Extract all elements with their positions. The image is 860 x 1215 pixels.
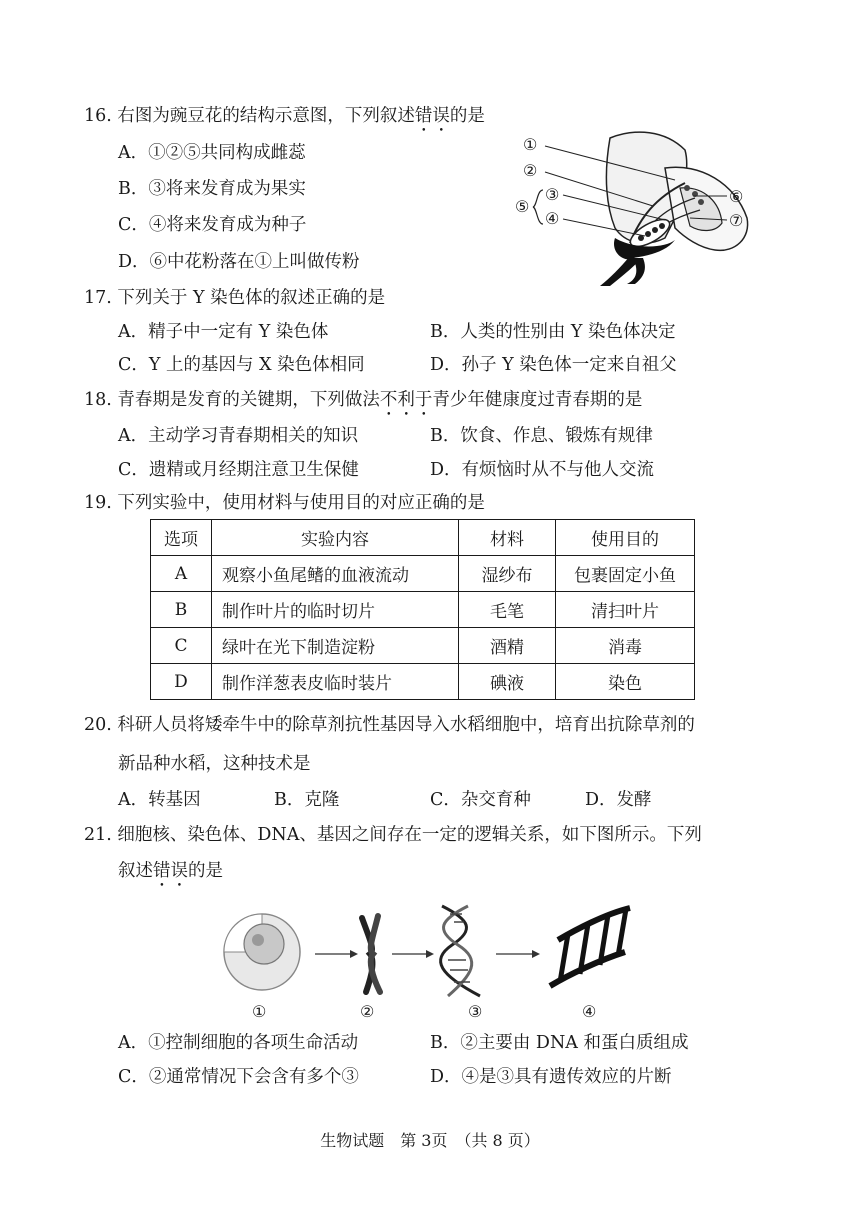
q16-stem: 16. 右图为豌豆花的结构示意图，下列叙述错误的是 (84, 106, 485, 126)
table-cell: 包裹固定小鱼 (556, 556, 695, 592)
table-cell: 绿叶在光下制造淀粉 (212, 628, 459, 664)
q18-option-b: B．饮食、作息、锻炼有规律 (430, 426, 653, 446)
table-cell: 酒精 (459, 628, 556, 664)
q16-option-c: C．④将来发育成为种子 (118, 215, 307, 235)
flower-label-5: ⑤ (515, 197, 530, 216)
flower-label-6: ⑥ (729, 187, 744, 206)
q17-stem: 17. 下列关于 Y 染色体的叙述正确的是 (84, 288, 386, 308)
q18-emphasis: 不利于 (379, 390, 433, 410)
q21-drawing (220, 900, 650, 1000)
q19-table (150, 519, 695, 700)
q20-stem-line2: 新品种水稻，这种技术是 (118, 754, 311, 774)
q18-stem: 18. 青春期是发育的关键期，下列做法不利于青少年健康度过青春期的是 (84, 390, 643, 410)
table-cell: 制作叶片的临时切片 (212, 592, 459, 628)
flower-label-4: ④ (545, 209, 560, 228)
q21-label-3: ③ (468, 1002, 483, 1021)
q20-stem-line1: 20. 科研人员将矮牵牛中的除草剂抗性基因导入水稻细胞中，培育出抗除草剂的 (84, 715, 695, 735)
flower-label-7: ⑦ (729, 211, 744, 230)
pea-flower-drawing (515, 128, 765, 288)
q19-stem: 19. 下列实验中，使用材料与使用目的对应正确的是 (84, 493, 485, 513)
q21-label-2: ② (360, 1002, 375, 1021)
gene-ladder-drawing (550, 908, 630, 986)
table-cell: A (151, 556, 212, 592)
table-header: 实验内容 (212, 520, 459, 556)
table-cell: 制作洋葱表皮临时装片 (212, 664, 459, 700)
q21-option-c: C．②通常情况下会含有多个③ (118, 1067, 359, 1087)
table-header: 选项 (151, 520, 212, 556)
q20-option-d: D．发酵 (585, 790, 652, 810)
q21-emphasis: 错误 (153, 861, 188, 881)
table-cell: 消毒 (556, 628, 695, 664)
table-cell: 碘液 (459, 664, 556, 700)
q21-label-1: ① (252, 1002, 267, 1021)
table-cell: 清扫叶片 (556, 592, 695, 628)
table-cell: D (151, 664, 212, 700)
q21-label-4: ④ (582, 1002, 597, 1021)
q16-option-a: A．①②⑤共同构成雌蕊 (118, 143, 306, 163)
q20-option-a: A．转基因 (118, 790, 201, 810)
q17-option-d: D．孙子 Y 染色体一定来自祖父 (430, 355, 677, 375)
table-header: 使用目的 (556, 520, 695, 556)
q16-option-b: B．③将来发育成为果实 (118, 179, 306, 199)
q18-option-a: A．主动学习青春期相关的知识 (118, 426, 359, 446)
q17-option-a: A．精子中一定有 Y 染色体 (118, 322, 329, 342)
table-header-row (151, 520, 695, 556)
table-row (151, 592, 695, 628)
q21-option-b: B．②主要由 DNA 和蛋白质组成 (430, 1033, 689, 1053)
flower-label-1: ① (523, 135, 538, 154)
flower-label-3: ③ (545, 185, 560, 204)
q21-stem-line2: 叙述错误的是 (118, 861, 223, 881)
cell-drawing (224, 914, 300, 990)
pea-flower-figure (515, 128, 765, 288)
q21-stem-line1: 21. 细胞核、染色体、DNA、基因之间存在一定的逻辑关系，如下图所示。下列 (84, 825, 702, 845)
q16-emphasis: 错误 (414, 106, 450, 126)
table-cell: 湿纱布 (459, 556, 556, 592)
q20-option-b: B．克隆 (274, 790, 340, 810)
table-row (151, 556, 695, 592)
q21-figure (220, 900, 650, 1030)
table-row (151, 664, 695, 700)
table-cell: 观察小鱼尾鳍的血液流动 (212, 556, 459, 592)
dna-helix-drawing (441, 906, 480, 996)
table-cell: 染色 (556, 664, 695, 700)
q21-option-a: A．①控制细胞的各项生命活动 (118, 1033, 359, 1053)
table-row (151, 628, 695, 664)
q20-option-c: C．杂交育种 (430, 790, 531, 810)
q21-option-d: D．④是③具有遗传效应的片断 (430, 1067, 672, 1087)
q18-option-c: C．遗精或月经期注意卫生保健 (118, 460, 359, 480)
q18-option-d: D．有烦恼时从不与他人交流 (430, 460, 655, 480)
table-cell: 毛笔 (459, 592, 556, 628)
table-cell: B (151, 592, 212, 628)
q17-option-c: C．Y 上的基因与 X 染色体相同 (118, 355, 365, 375)
page-footer: 生物试题 第 3页 （共 8 页） (320, 1131, 540, 1150)
q16-option-d: D．⑥中花粉落在①上叫做传粉 (118, 252, 360, 272)
flower-label-2: ② (523, 161, 538, 180)
chromosome-drawing (362, 916, 380, 992)
table-cell: C (151, 628, 212, 664)
table-header: 材料 (459, 520, 556, 556)
q17-option-b: B．人类的性别由 Y 染色体决定 (430, 322, 676, 342)
